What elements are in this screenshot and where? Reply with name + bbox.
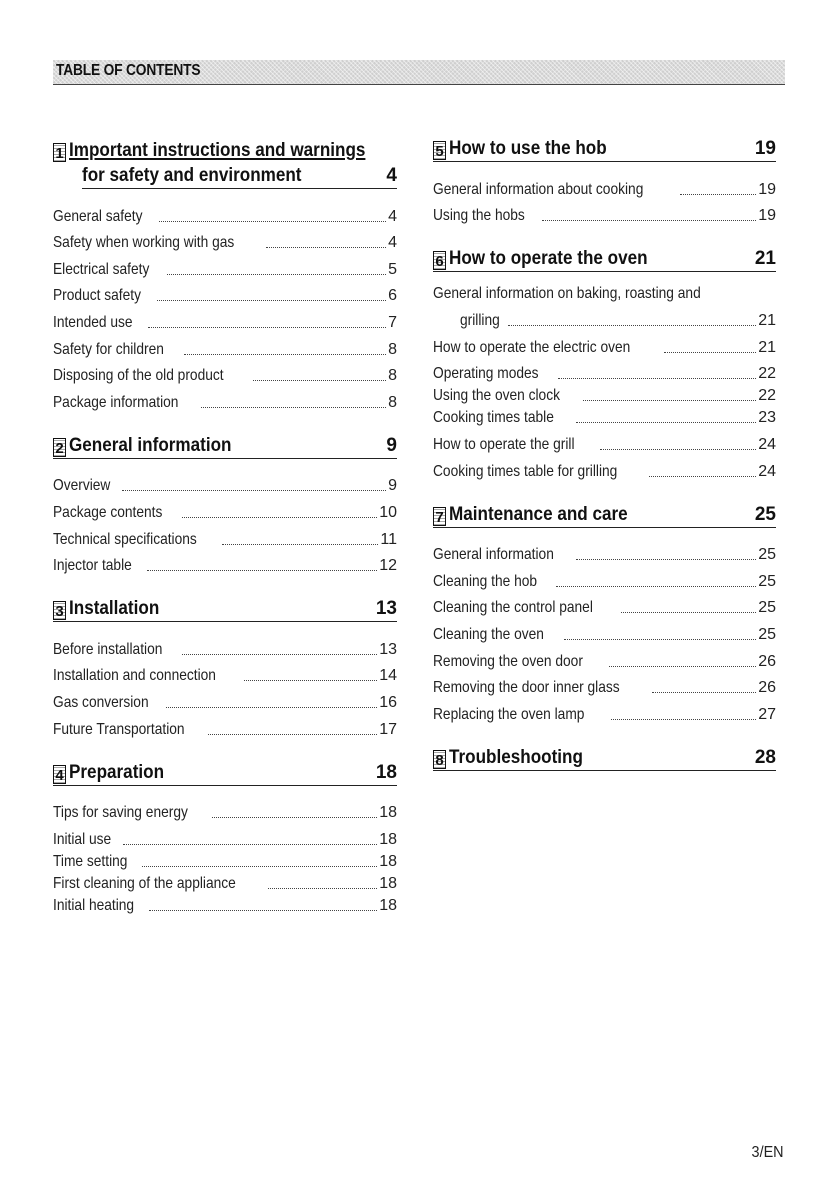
toc-entry[interactable] (53, 796, 397, 823)
entry-page: 19 (758, 207, 776, 225)
dot-leader (184, 354, 386, 355)
dot-leader (147, 570, 378, 571)
section-page: 25 (754, 503, 776, 525)
section-page: 9 (386, 434, 397, 456)
section-title: Installation (69, 598, 160, 620)
dot-leader (201, 407, 386, 408)
entry-label: Using the oven clock (433, 387, 560, 405)
entry-label: General information about cooking (433, 180, 644, 198)
entry-page: 16 (379, 693, 397, 711)
dot-leader (253, 380, 386, 381)
entry-label: Installation and connection (53, 667, 216, 685)
section-1-heading[interactable] (53, 138, 397, 189)
entry-page: 19 (758, 180, 776, 198)
dot-leader (123, 844, 378, 845)
entry-label: Cooking times table for grilling (433, 462, 618, 480)
dot-leader (652, 692, 756, 693)
entry-page: 24 (758, 462, 776, 480)
section-3-entries (53, 632, 397, 738)
section-number-badge: 4 (53, 765, 66, 784)
toc-entry[interactable] (53, 632, 397, 659)
toc-entry[interactable] (433, 357, 776, 384)
toc-column-right (433, 138, 776, 771)
entry-page: 4 (388, 207, 397, 225)
entry-page: 26 (758, 679, 776, 697)
toc-entry[interactable] (53, 495, 397, 522)
entry-page: 22 (758, 365, 776, 383)
toc-entry[interactable] (53, 226, 397, 253)
entry-page: 7 (388, 313, 397, 331)
entry-label: Cooking times table (433, 409, 554, 427)
toc-entry[interactable] (433, 564, 776, 591)
dot-leader (244, 680, 377, 681)
section-2-heading[interactable] (53, 435, 397, 459)
dot-leader (600, 449, 757, 450)
section-title: How to operate the oven (449, 248, 648, 270)
dot-leader (157, 300, 386, 301)
entry-page: 26 (758, 652, 776, 670)
entry-page: 24 (758, 435, 776, 453)
entry-page: 8 (388, 367, 397, 385)
section-6-entries (433, 282, 776, 480)
entry-page: 10 (379, 503, 397, 521)
entry-page: 12 (379, 557, 397, 575)
dot-leader (680, 194, 757, 195)
toc-entry[interactable] (53, 659, 397, 686)
entry-page: 8 (388, 340, 397, 358)
entry-label: Initial heating (53, 896, 135, 914)
section-7-entries (433, 538, 776, 724)
entry-label: Operating modes (433, 365, 539, 383)
toc-entry[interactable] (433, 617, 776, 644)
entry-label-line1: General information on baking, roasting and (433, 285, 701, 303)
toc-entry[interactable] (433, 282, 776, 330)
section-7-heading[interactable] (433, 504, 776, 528)
toc-entry[interactable] (433, 671, 776, 698)
entry-page: 21 (758, 338, 776, 356)
entry-page: 25 (758, 572, 776, 590)
toc-column-left (53, 138, 397, 915)
entry-label: Injector table (53, 557, 132, 575)
section-1-entries (53, 199, 397, 412)
section-5-entries (433, 172, 776, 225)
entry-label: Technical specifications (53, 530, 197, 548)
toc-entry[interactable] (53, 279, 397, 306)
entry-page: 23 (758, 409, 776, 427)
entry-label: Removing the oven door (433, 652, 583, 670)
entry-label: Intended use (53, 313, 133, 331)
entry-label: Future Transportation (53, 720, 185, 738)
dot-leader (166, 707, 377, 708)
section-number-badge: 7 (433, 507, 446, 526)
toc-entry[interactable] (53, 712, 397, 739)
section-number-badge: 3 (53, 601, 66, 620)
dot-leader (122, 490, 386, 491)
toc-entry[interactable] (433, 644, 776, 671)
entry-page: 27 (758, 705, 776, 723)
dot-leader (649, 476, 756, 477)
dot-leader (611, 719, 756, 720)
entry-label: How to operate the electric oven (433, 338, 631, 356)
toc-title: TABLE OF CONTENTS (56, 62, 201, 79)
entry-label: Removing the door inner glass (433, 679, 620, 697)
toc-entry[interactable] (53, 385, 397, 412)
toc-entry[interactable] (433, 591, 776, 618)
entry-page: 18 (379, 896, 397, 914)
dot-leader (268, 888, 378, 889)
section-title: Important instructions and warnings (69, 140, 366, 161)
entry-page: 22 (758, 387, 776, 405)
dot-leader (148, 327, 387, 328)
entry-label: Cleaning the oven (433, 625, 544, 643)
entry-page: 13 (379, 640, 397, 658)
dot-leader (609, 666, 756, 667)
section-title: General information (69, 434, 232, 456)
entry-page: 9 (388, 477, 397, 495)
toc-entry[interactable] (433, 454, 776, 481)
dot-leader (556, 586, 756, 587)
dot-leader (564, 639, 756, 640)
entry-page: 25 (758, 546, 776, 564)
toc-entry[interactable] (53, 305, 397, 332)
section-page: 28 (754, 746, 776, 768)
section-page: 18 (375, 761, 397, 783)
section-8-heading[interactable] (433, 747, 776, 771)
toc-entry[interactable] (53, 252, 397, 279)
entry-label: Time setting (53, 852, 128, 870)
section-title: Preparation (69, 761, 165, 783)
section-title: Troubleshooting (449, 746, 583, 768)
toc-entry[interactable] (433, 427, 776, 454)
section-page: 21 (754, 248, 776, 270)
toc-entry[interactable] (53, 822, 397, 849)
toc-entry[interactable] (53, 469, 397, 496)
section-page: 13 (375, 598, 397, 620)
dot-leader (266, 247, 386, 248)
entry-page: 6 (388, 287, 397, 305)
toc-entry[interactable] (433, 172, 776, 199)
section-number-badge: 1 (53, 143, 66, 162)
dot-leader (159, 221, 386, 222)
section-number-badge: 5 (433, 141, 446, 160)
entry-label: First cleaning of the appliance (53, 874, 236, 892)
entry-label: Package information (53, 393, 179, 411)
entry-page: 18 (379, 804, 397, 822)
entry-label: Safety for children (53, 340, 164, 358)
dot-leader (142, 866, 378, 867)
section-5-heading[interactable] (433, 138, 776, 162)
section-4-heading[interactable] (53, 762, 397, 786)
entry-label: Before installation (53, 640, 163, 658)
dot-leader (149, 910, 377, 911)
section-number-badge: 2 (53, 438, 66, 457)
toc-header-bar (53, 60, 785, 85)
dot-leader (208, 734, 377, 735)
toc-entry[interactable] (433, 538, 776, 565)
dot-leader (508, 325, 756, 326)
toc-entry[interactable] (53, 849, 397, 871)
entry-label: grilling (460, 312, 500, 330)
entry-label: Overview (53, 477, 111, 495)
dot-leader (542, 220, 756, 221)
entry-page: 18 (379, 852, 397, 870)
entry-label: Cleaning the hob (433, 572, 538, 590)
dot-leader (583, 400, 757, 401)
entry-page: 25 (758, 599, 776, 617)
dot-leader (182, 517, 377, 518)
entry-page: 17 (379, 720, 397, 738)
entry-page: 5 (388, 260, 397, 278)
entry-page: 14 (379, 667, 397, 685)
entry-label: Electrical safety (53, 260, 150, 278)
toc-entry[interactable] (53, 199, 397, 226)
dot-leader (182, 654, 377, 655)
dot-leader (558, 378, 756, 379)
dot-leader (576, 422, 757, 423)
section-2-entries (53, 469, 397, 575)
toc-entry[interactable] (53, 893, 397, 915)
dot-leader (576, 559, 757, 560)
entry-label: Cleaning the control panel (433, 599, 593, 617)
entry-page: 8 (388, 393, 397, 411)
toc-entry[interactable] (53, 549, 397, 576)
entry-label: General information (433, 546, 554, 564)
section-title: Maintenance and care (449, 503, 628, 525)
entry-label: Safety when working with gas (53, 234, 235, 252)
entry-label: Package contents (53, 503, 163, 521)
entry-label: Gas conversion (53, 693, 149, 711)
dot-leader (167, 274, 386, 275)
dot-leader (212, 817, 377, 818)
entry-page: 21 (758, 312, 776, 330)
page-number: 3/EN (751, 1144, 784, 1161)
section-4-entries (53, 796, 397, 915)
entry-page: 25 (758, 625, 776, 643)
toc-entry[interactable] (433, 330, 776, 357)
section-number-badge: 6 (433, 251, 446, 270)
entry-page: 18 (379, 830, 397, 848)
toc-entry[interactable] (433, 383, 776, 405)
entry-label: Initial use (53, 830, 112, 848)
section-page: 4 (386, 165, 397, 186)
section-title: How to use the hob (449, 138, 607, 159)
toc-entry[interactable] (53, 359, 397, 386)
section-number-badge: 8 (433, 750, 446, 769)
entry-page: 11 (380, 530, 397, 548)
entry-label: Disposing of the old product (53, 367, 224, 385)
toc-entry[interactable] (433, 405, 776, 427)
toc-entry[interactable] (53, 522, 397, 549)
dot-leader (664, 352, 756, 353)
toc-entry[interactable] (53, 332, 397, 359)
entry-label: Replacing the oven lamp (433, 705, 585, 723)
dot-leader (222, 544, 378, 545)
entry-label: Tips for saving energy (53, 804, 188, 822)
entry-label: How to operate the grill (433, 435, 575, 453)
toc-entry[interactable] (53, 871, 397, 893)
toc-entry[interactable] (433, 697, 776, 724)
toc-entry[interactable] (433, 199, 776, 226)
entry-page: 4 (388, 234, 397, 252)
section-6-heading[interactable] (433, 248, 776, 272)
section-3-heading[interactable] (53, 598, 397, 622)
entry-label: General safety (53, 207, 143, 225)
dot-leader (621, 612, 756, 613)
entry-label: Product safety (53, 287, 141, 305)
section-title-cont: for safety and environment (82, 165, 302, 186)
entry-label: Using the hobs (433, 207, 525, 225)
entry-page: 18 (379, 874, 397, 892)
section-page: 19 (754, 138, 776, 159)
toc-entry[interactable] (53, 685, 397, 712)
